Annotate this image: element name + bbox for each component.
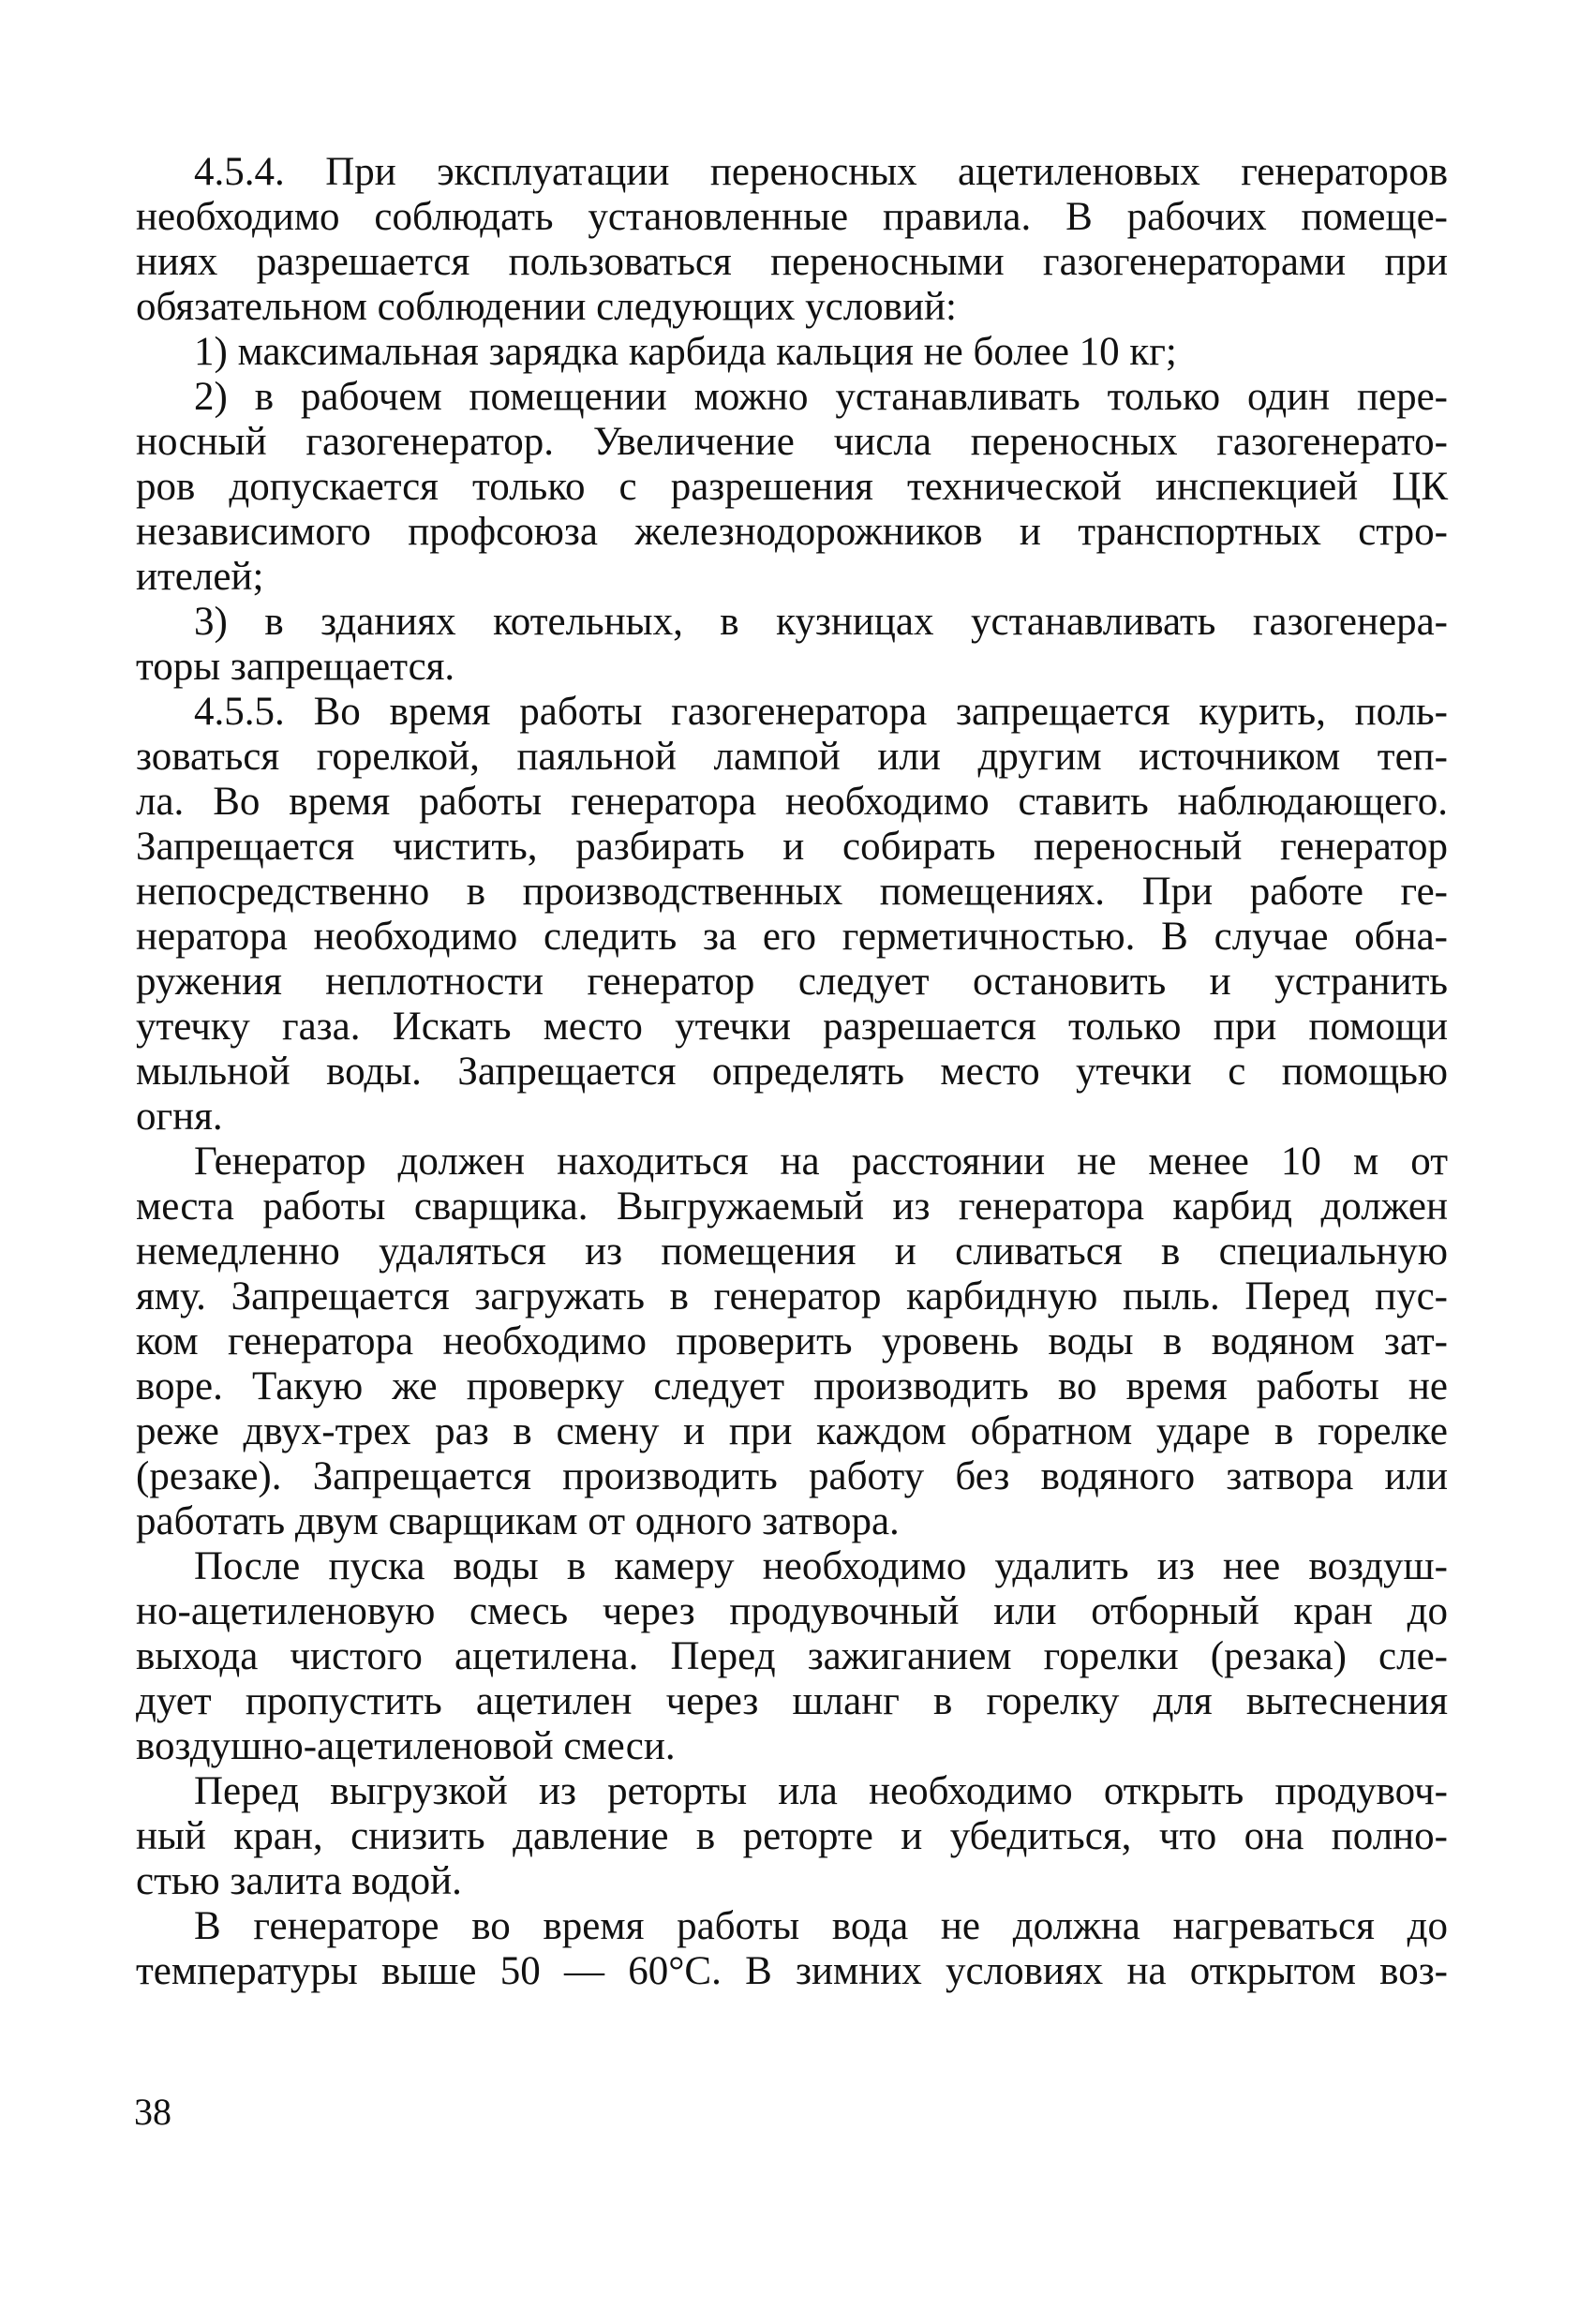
text-line: Запрещается чистить, разбирать и собирать переносный генератор — [136, 825, 1448, 869]
text-line: ком генератора необходимо проверить уровень воды в водяном зат- — [136, 1319, 1448, 1363]
text-line: немедленно удаляться из помещения и сливаться в специальную — [136, 1229, 1448, 1274]
text-line: ниях разрешается пользоваться переносными газогенераторами при — [136, 240, 1448, 284]
text-line: температуры выше 50 — 60°С. В зимних условиях на открытом воз- — [136, 1949, 1448, 1993]
text-line: 4.5.5. Во время работы газогенератора запрещается курить, поль- — [194, 690, 1448, 734]
text-line: но-ацетиленовую смесь через продувочный или отборный кран до — [136, 1589, 1448, 1633]
text-line: места работы сварщика. Выгружаемый из генератора карбид должен — [136, 1184, 1448, 1229]
paragraph-condition-1 — [136, 330, 1448, 375]
paragraph-4-5-4 — [136, 150, 1448, 330]
text-line: ров допускается только с разрешения технической инспекцией ЦК — [136, 465, 1448, 509]
text-line: После пуска воды в камеру необходимо удалить из нее воздуш- — [194, 1544, 1448, 1588]
text-line: 1) максимальная зарядка карбида кальция не более 10 кг; — [194, 330, 1177, 374]
text-line: Генератор должен находиться на расстоянии не менее 10 м от — [194, 1140, 1448, 1184]
text-line: 3) в зданиях котельных, в кузницах устанавливать газогенера- — [194, 600, 1448, 644]
page-body — [136, 150, 1448, 1994]
text-line: Перед выгрузкой из реторты ила необходимо открыть продувоч- — [194, 1769, 1448, 1813]
text-line: мыльной воды. Запрещается определять место утечки с помощью — [136, 1050, 1448, 1094]
text-line: ный кран, снизить давление в реторте и убедиться, что она полно- — [136, 1814, 1448, 1858]
text-line: стью залита водой. — [136, 1859, 462, 1903]
text-line: работать двум сварщикам от одного затвора. — [136, 1499, 900, 1543]
text-line: обязательном соблюдении следующих условий: — [136, 285, 957, 329]
text-line: огня. — [136, 1095, 223, 1139]
text-line: воре. Такую же проверку следует производить во время работы не — [136, 1364, 1448, 1408]
paragraph-generator-distance — [136, 1140, 1448, 1544]
text-line: непосредственно в производственных помещениях. При работе ге- — [136, 870, 1448, 914]
paragraph-condition-3 — [136, 600, 1448, 690]
text-line: носный газогенератор. Увеличение числа переносных газогенерато- — [136, 420, 1448, 464]
text-line: воздушно-ацетиленовой смеси. — [136, 1724, 676, 1768]
paragraph-condition-2 — [136, 375, 1448, 600]
paragraph-after-water-start — [136, 1544, 1448, 1769]
text-line: 2) в рабочем помещении можно устанавливать только один пере- — [194, 375, 1448, 419]
text-line: торы запрещается. — [136, 645, 455, 689]
paragraph-4-5-5 — [136, 690, 1448, 1140]
text-line: независимого профсоюза железнодорожников и транспортных стро- — [136, 510, 1448, 554]
text-line: необходимо соблюдать установленные правила. В рабочих помеще- — [136, 195, 1448, 239]
text-line: нератора необходимо следить за его герметичностью. В случае обна- — [136, 915, 1448, 959]
text-line: (резаке). Запрещается производить работу без водяного затвора или — [136, 1454, 1448, 1498]
text-line: утечку газа. Искать место утечки разрешается только при помощи — [136, 1005, 1448, 1049]
text-line: реже двух-трех раз в смену и при каждом обратном ударе в горелке — [136, 1409, 1448, 1453]
text-line: ла. Во время работы генератора необходимо ставить наблюдающего. — [136, 780, 1448, 824]
text-line: ителей; — [136, 555, 264, 599]
text-line: 4.5.4. При эксплуатации переносных ацетиленовых генераторов — [194, 150, 1448, 194]
text-line: яму. Запрещается загружать в генератор карбидную пыль. Перед пус- — [136, 1274, 1448, 1318]
paragraph-water-temperature — [136, 1904, 1448, 1994]
text-line: зоваться горелкой, паяльной лампой или другим источником теп- — [136, 735, 1448, 779]
paragraph-retort-unloading — [136, 1769, 1448, 1904]
text-line: дует пропустить ацетилен через шланг в горелку для вытеснения — [136, 1679, 1448, 1723]
text-line: ружения неплотности генератор следует остановить и устранить — [136, 960, 1448, 1004]
text-line: выхода чистого ацетилена. Перед зажиганием горелки (резака) сле- — [136, 1634, 1448, 1678]
page-number: 38 — [134, 2091, 171, 2133]
text-line: В генераторе во время работы вода не должна нагреваться до — [194, 1904, 1448, 1948]
